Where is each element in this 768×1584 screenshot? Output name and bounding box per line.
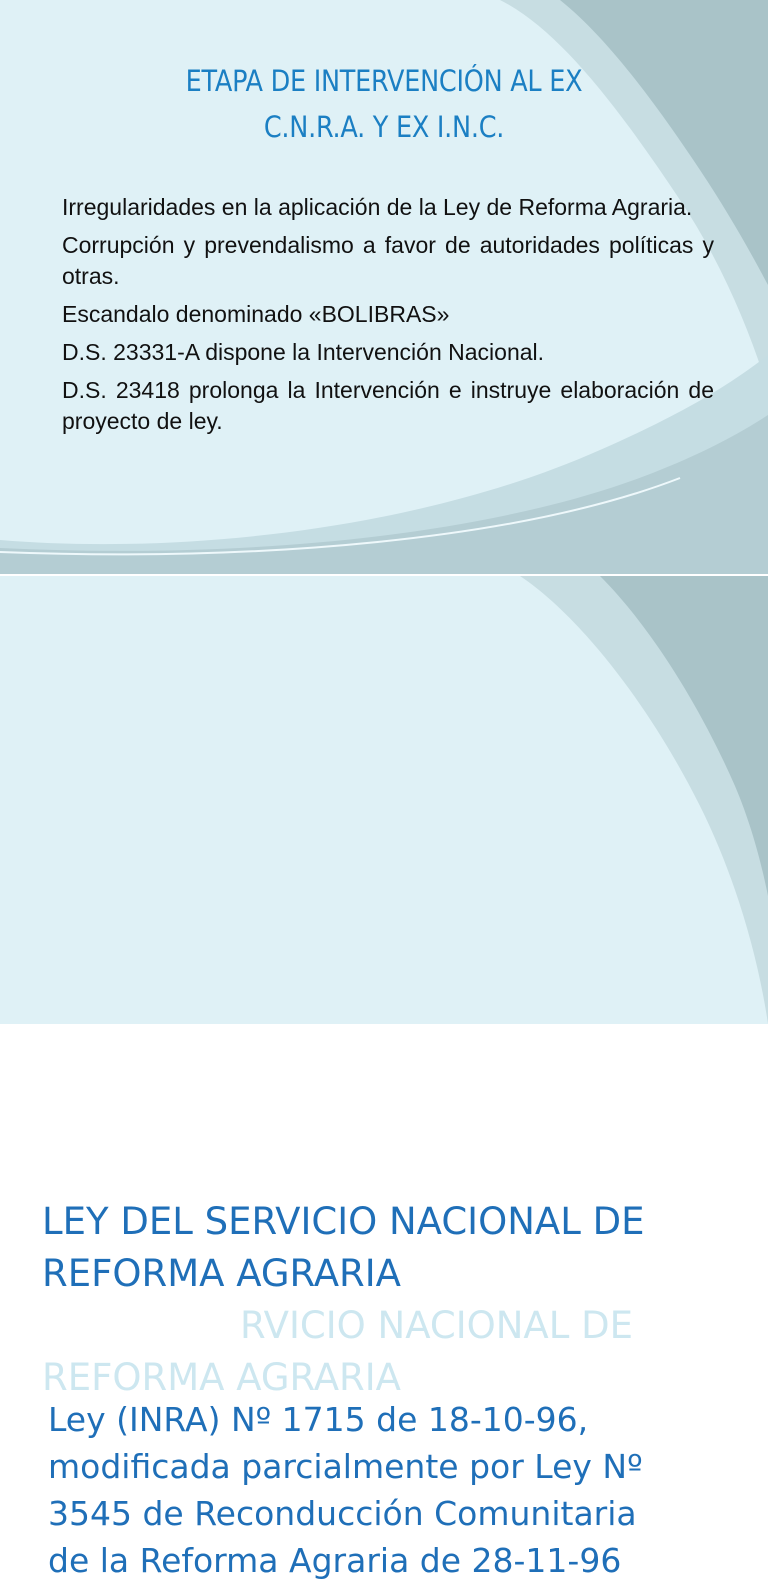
bullet-item: D.S. 23418 prolonga la Intervención e instruye elaboración de proyecto de ley. [62,377,714,434]
title-line-1: ETAPA DE INTERVENCIÓN AL EX [185,64,583,98]
title-line-2: C.N.R.A. Y EX I.N.C. [263,110,505,144]
slide-2 [0,576,768,1580]
slide-background-swoosh [0,576,768,1024]
bullet-item: Corrupción y prevendalismo a favor de autoridades políticas y otras. [62,232,714,289]
slide-1-title [46,58,722,150]
ghost-title-text: RVICIO NACIONAL DE REFORMA AGRARIA [42,1304,633,1399]
slide-1 [0,0,768,574]
slide-2-title: LEY DEL SERVICIO NACIONAL DE REFORMA AGRARIA [42,1200,645,1295]
bullet-item: Irregularidades en la aplicación de la Ley de Reforma Agraria. [62,194,693,220]
slide-2-body: Ley (INRA) Nº 1715 de 18-10-96, modificada parcialmente por Ley Nº 3545 de Reconducción Comunitaria de la Reforma Agraria de 28-11-96 [48,1400,643,1580]
bullet-list [62,192,714,444]
bullet-item: D.S. 23331-A dispone la Intervención Nacional. [62,339,545,365]
bullet-item: Escandalo denominado «BOLIBRAS» [62,301,450,327]
